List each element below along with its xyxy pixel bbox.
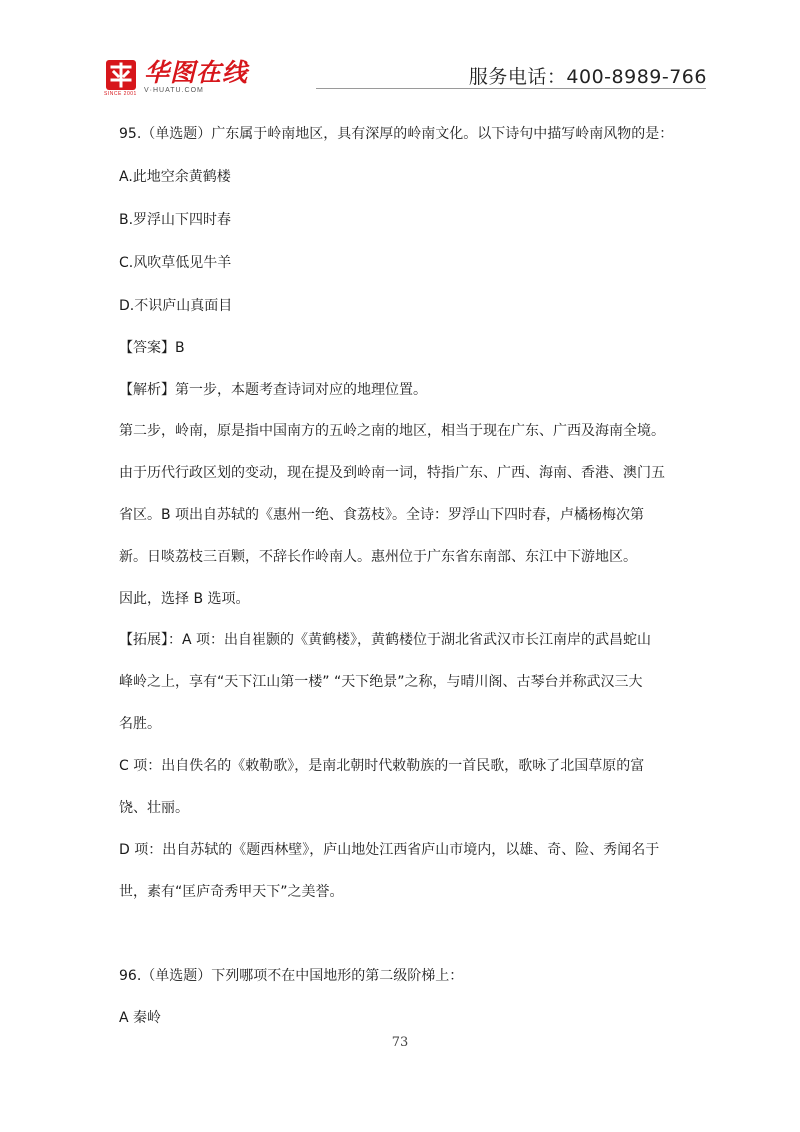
extension-line: 世，素有“匡庐奇秀甲天下”之美誉。 [119, 884, 344, 900]
question-96-stem: 96.（单选题）下列哪项不在中国地形的第二级阶梯上： [119, 968, 464, 984]
huatu-logo [104, 58, 249, 97]
option-d: D.不识庐山真面目 [119, 298, 233, 314]
option-a: A 秦岭 [119, 1010, 162, 1026]
answer: 【答案】B [119, 340, 185, 356]
page-number: 73 [391, 1035, 409, 1050]
analysis-line: 第二步，岭南，原是指中国南方的五岭之南的地区，相当于现在广东、广西及海南全境。 [119, 423, 665, 439]
service-hotline: 服务电话：400-8989-766 [468, 66, 707, 88]
analysis-line: 新。日啖荔枝三百颗，不辞长作岭南人。惠州位于广东省东南部、东江中下游地区。 [119, 549, 637, 565]
analysis-line: 由于历代行政区划的变动，现在提及到岭南一词，特指广东、广西、海南、香港、澳门五 [119, 465, 665, 481]
option-b: B.罗浮山下四时春 [119, 212, 232, 228]
question-95-stem: 95.（单选题）广东属于岭南地区，具有深厚的岭南文化。以下诗句中描写岭南风物的是： [119, 126, 674, 142]
extension-line: 饶、壮丽。 [119, 800, 189, 816]
option-c: C.风吹草低见牛羊 [119, 255, 232, 271]
extension-line: 峰岭之上，享有“天下江山第一楼” “天下绝景”之称，与晴川阁、古琴台并称武汉三大 [119, 674, 643, 690]
extension-line: D 项：出自苏轼的《题西林壁》，庐山地处江西省庐山市境内，以雄、奇、险、秀闻名于 [119, 842, 660, 858]
logo-text [144, 60, 248, 94]
page-header [0, 0, 800, 100]
extension-line: 名胜。 [119, 716, 161, 732]
extension-line: 【拓展】：A 项：出自崔颢的《黄鹤楼》，黄鹤楼位于湖北省武汉市长江南岸的武昌蛇山 [119, 632, 652, 648]
analysis-step-1: 【解析】第一步，本题考查诗词对应的地理位置。 [119, 382, 427, 398]
analysis-line: 省区。B 项出自苏轼的《惠州一绝、食荔枝》。全诗：罗浮山下四时春，卢橘杨梅次第 [119, 507, 645, 523]
header-divider [316, 88, 706, 89]
logo-mark-icon [104, 60, 137, 97]
option-a: A.此地空余黄鹤楼 [119, 169, 231, 185]
extension-line: C 项：出自佚名的《敕勒歌》，是南北朝时代敕勒族的一首民歌，歌咏了北国草原的富 [119, 758, 645, 774]
analysis-conclusion: 因此，选择 B 选项。 [119, 591, 250, 607]
logo-name: 华图在线 [144, 58, 249, 87]
logo-since: SINCE 2001 [104, 91, 137, 97]
logo-url: V·HUATU.COM [144, 87, 204, 94]
